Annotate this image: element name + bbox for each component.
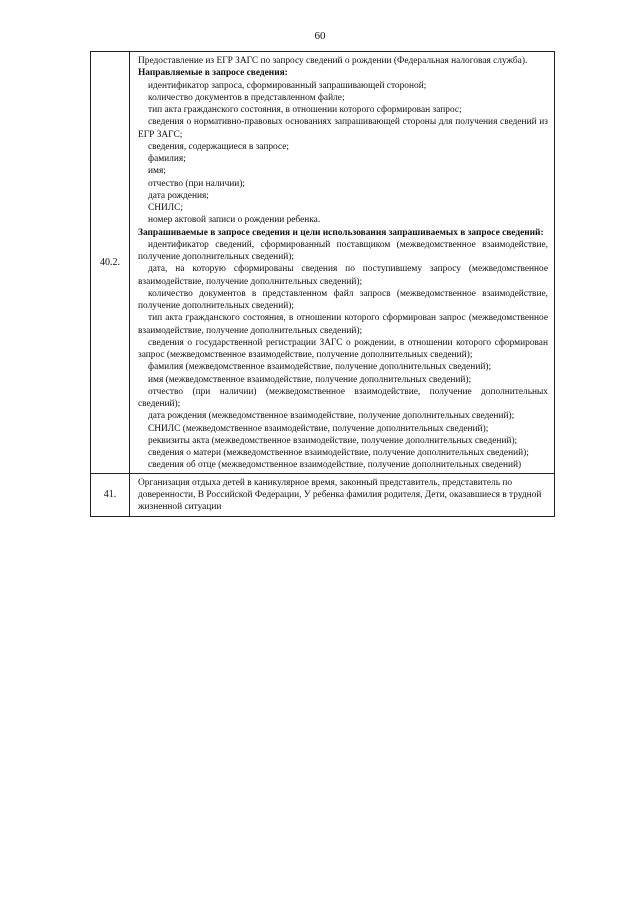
sent-field-item: СНИЛС;: [148, 203, 184, 213]
requested-fields-heading: Запрашиваемые в запросе сведения и цели использования запрашиваемых в запросе сведений:: [138, 227, 544, 238]
page-number: 60: [314, 30, 326, 42]
document-table: [90, 51, 555, 517]
requested-field-item: СНИЛС (межведомственное взаимодействие, получение дополнительных сведений);: [148, 423, 489, 434]
service-description: Предоставление из ЕГР ЗАГС по запросу сведений о рождении (Федеральная налоговая служба).: [138, 56, 528, 66]
sent-field-item: сведения о нормативно-правовых основаниях запрашивающей стороны для получения сведений из ЕГР ЗАГС;: [138, 117, 548, 140]
sent-field-item: фамилия;: [148, 154, 186, 164]
row-number: 40.2.: [91, 52, 130, 474]
sent-field-item: идентификатор запроса, сформированный запрашивающей стороной;: [148, 80, 427, 91]
requested-field-item: дата рождения (межведомственное взаимодействие, получение дополнительных сведений);: [148, 411, 515, 422]
requested-field-item: имя (межведомственное взаимодействие, получение дополнительных сведений);: [148, 374, 472, 385]
requested-field-item: фамилия (межведомственное взаимодействие, получение дополнительных сведений);: [148, 362, 492, 373]
sent-fields-heading: Направляемые в запросе сведения:: [138, 68, 288, 79]
requested-field-item: количество документов в представленном файл запросв (межведомственное взаимодействие, получение дополнительных сведений);: [138, 288, 548, 311]
requested-field-item: тип акта гражданского состояния, в отношении которого сформирован запрос (межведомственное взаимодействие, получение дополнительных сведений);: [138, 313, 548, 336]
requested-field-item: реквизиты акта (межведомственное взаимодействие, получение дополнительных сведений);: [148, 435, 518, 446]
sent-field-item: тип акта гражданского состояния, в отношении которого сформирован запрос;: [148, 105, 462, 115]
row-content: Организация отдыха детей в каникулярное время, законный представитель, представитель по доверенности, В Российской Федерации, У ребенка фамилия родителя, Дети, оказавшиеся в трудной жизненной ситуации: [130, 473, 555, 517]
table-row: [91, 52, 555, 474]
row-number: 41.: [91, 473, 130, 517]
requested-field-item: дата, на которую сформированы сведения по поступившему запросу (межведомственное взаимодействие, получение дополнительных сведений);: [138, 264, 548, 287]
sent-field-item: номер актовой записи о рождении ребенка.: [148, 215, 321, 226]
row-content: [130, 52, 555, 474]
sent-field-item: дата рождения;: [148, 190, 209, 201]
requested-field-item: отчество (при наличии) (межведомственное взаимодействие, получение дополнительных сведений);: [138, 386, 548, 409]
requested-field-item: сведения об отце (межведомственное взаимодействие, получение дополнительных сведений): [148, 460, 522, 471]
sent-field-item: количество документов в представленном файле;: [148, 92, 345, 103]
table-row: [91, 473, 555, 517]
sent-field-item: имя;: [148, 166, 166, 177]
requested-field-item: сведения о государственной регистрации ЗАГС о рождении, в отношении которого сформирован запрос (межведомственное взаимодействие, получение дополнительных сведений);: [138, 337, 548, 360]
sent-field-item: сведения, содержащиеся в запросе;: [148, 141, 289, 152]
sent-field-item: отчество (при наличии);: [148, 178, 246, 189]
requested-field-item: сведения о матери (межведомственное взаимодействие, получение дополнительных сведений);: [148, 448, 529, 458]
requested-field-item: идентификатор сведений, сформированный поставщиком (межведомственное взаимодействие, получение дополнительных сведений);: [138, 239, 548, 262]
